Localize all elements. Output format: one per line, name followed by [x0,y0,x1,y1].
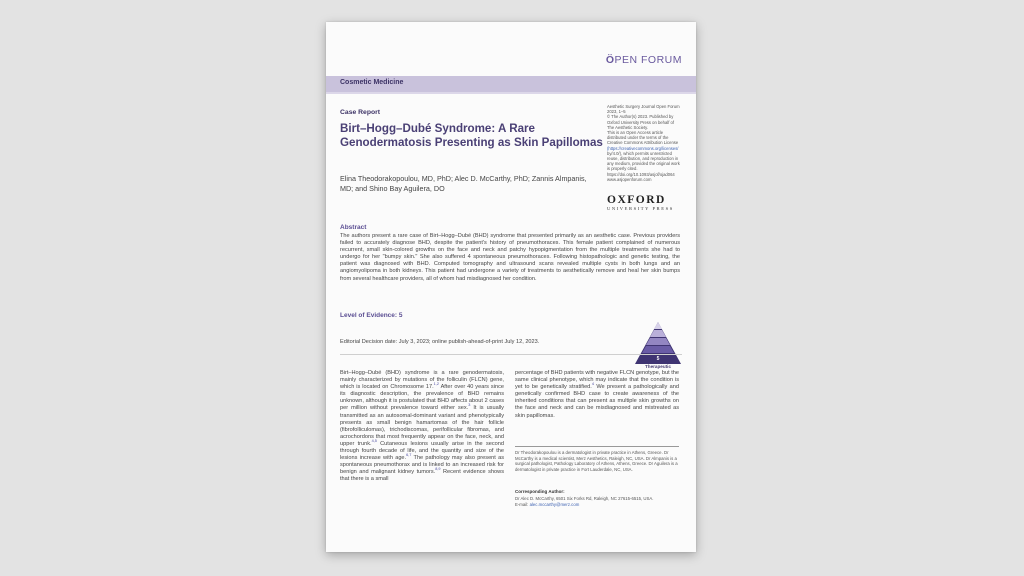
level-of-evidence: Level of Evidence: 5 [340,312,403,319]
info-line: reuse, distribution, and reproduction in [607,156,679,162]
corresponding-email-line [515,502,685,508]
corresponding-heading: Corresponding Author: [515,489,565,494]
body-column-2 [515,370,679,420]
corresponding-address: Dr Alec D. McCarthy, 6501 Six Forks Rd, Raleigh, NC 27615-6515, USA. [515,496,654,501]
info-line: Aesthetic Surgery Journal Open Forum [607,104,680,109]
info-line: 2023, 1–5 [607,109,626,115]
email-label: E-mail: [515,501,530,507]
info-line: Oxford University Press on behalf of [607,119,675,125]
info-line: This is an Open Access article [607,130,664,136]
editorial-dates: Editorial Decision date: July 3, 2023; online publish-ahead-of-print July 12, 2023. [340,339,540,345]
citation-ref[interactable]: 3 [468,403,471,408]
citation-ref[interactable]: 6,7 [406,453,412,458]
article-title: Birt–Hogg–Dubé Syndrome: A Rare Genodermatosis Presenting as Skin Papillomas [340,122,603,149]
body-text: After over 40 years since its diagnostic description, the prevalence of BHD remains unknown, although it is postulated that BHD affects about 2 cases per million without prevalence toward either sex. [340,384,504,412]
info-line: The Aesthetic Society. [607,124,649,130]
info-line: any medium, provided the original work [607,161,680,167]
oxford-sub: UNIVERSITY PRESS [607,206,674,211]
open-forum-logo [606,54,682,66]
body-text: Birt–Hogg–Dubé (BHD) syndrome is a rare genodermatosis, mainly characterized by mutations of the folliculin (FLCN) gene, which is located on Chromosome 17. [340,370,504,391]
section-band-accent [326,92,696,94]
info-line: Creative Commons Attribution License [607,140,679,146]
publication-info [607,104,687,182]
open-forum-mark: Ö [605,54,615,66]
website-link[interactable]: www.asjopenforum.com [607,176,652,182]
info-line: is properly cited. [607,166,638,172]
info-line: distributed under the terms of the [607,135,669,141]
pyramid-label: Therapeutic [644,364,672,369]
citation-ref[interactable]: 4,5 [371,439,377,444]
email-link[interactable]: alec.mccarthy@merz.com [529,501,580,507]
body-text: Recent evidence shows that there is a small [340,469,505,483]
license-link[interactable]: (https://creativecommons.org/licenses/ [607,145,679,151]
section-label: Cosmetic Medicine [340,79,404,86]
corresponding-info [515,496,685,507]
abstract-heading: Abstract [340,224,367,231]
section-band [326,76,696,92]
author-list: Elina Theodorakopoulou, MD, PhD; Alec D. McCarthy, PhD; Zannis Almpanis, MD; and Shino Bay Aguilera, DO [340,174,587,193]
oxford-logo [607,194,687,211]
journal-page [326,22,696,552]
pyramid-level: 5 [656,356,660,362]
body-text: It is usually transmitted as an autosomal-dominant variant and phenotypically presents as small benign hamartomas of the hair follicle (fibrofolliculomas), trichodiscomas, perifollicular fibromas, and acrochordons that most frequently appear on the face, neck, and upper trunk. [340,405,504,447]
citation-ref[interactable]: 8,9 [435,467,441,472]
body-text: percentage of BHD patients with negative FLCN genotype, but the same clinical phenotype, which may indicate that the condition is yet to be genetically stratified. [515,370,679,391]
open-forum-text: PEN FORUM [614,54,682,66]
oxford-name: OXFORD [607,194,666,206]
citation-ref[interactable]: 1,2 [433,382,439,387]
info-line: © The Author(s) 2023. Published by [607,114,674,120]
body-text: The pathology may also present as spontaneous pneumothorax and is linked to an increased risk for benign and malignant kidney tumors. [340,455,504,476]
doi-link[interactable]: https://doi.org/10.1093/asjof/ojad064 [607,171,675,177]
citation-ref[interactable]: 4 [591,382,594,387]
abstract-text: The authors present a rare case of Birt–Hogg–Dubé (BHD) syndrome that presented primarily as an aesthetic case. Previous providers failed to accurately diagnose BHD, despite the patient's history of pneumothoraces. This female patient complained of numerous recurrent, small skin-colored growths on the face and neck and patchy hypopigmentation from the multiple treatments she had to undergo for her "bumpy skin." She also suffered 4 spontaneous pneumothoraces. Following histopathologic and genetic testing, the patient was diagnosed with BHD. Computed tomography and ultrasound scans revealed multiple cysts in both lungs and an angiomyolipoma in both kidneys. This patient had undergone a variety of treatments to aesthetically remove and heal her skin bumps from several healthcare providers, all of whom had misdiagnosed her condition. [340,233,680,282]
footnote-divider [515,446,679,447]
info-line: by/4.0/), which permits unrestricted [607,150,672,156]
divider [340,354,682,355]
article-type: Case Report [340,109,381,116]
body-text: Cutaneous lesions usually arise in the second through fourth decade of life, and the quantity and size of the lesions increase with age. [340,440,504,462]
body-column-1 [340,370,504,484]
author-affiliations: Dr Theodorakopoulou is a dermatologist in private practice in Athens, Greece. Dr McCarthy is a medical scientist, Merz Aesthetics, Raleigh, NC, USA. Dr Almpanis is a surgical pathologist, Pathology Laboratory of Athens, Athens, Greece. Dr Aguilera is a dermatologist in private practice in Fort Lauderdale, NC, USA. [515,450,678,472]
body-text: We present a pathologically and genetically confirmed BHD case to create awareness of the inherited conditions that can present as multiple skin growths on the face and neck and can be misdiagnosed and mistreated as skin papillomas. [515,384,679,419]
